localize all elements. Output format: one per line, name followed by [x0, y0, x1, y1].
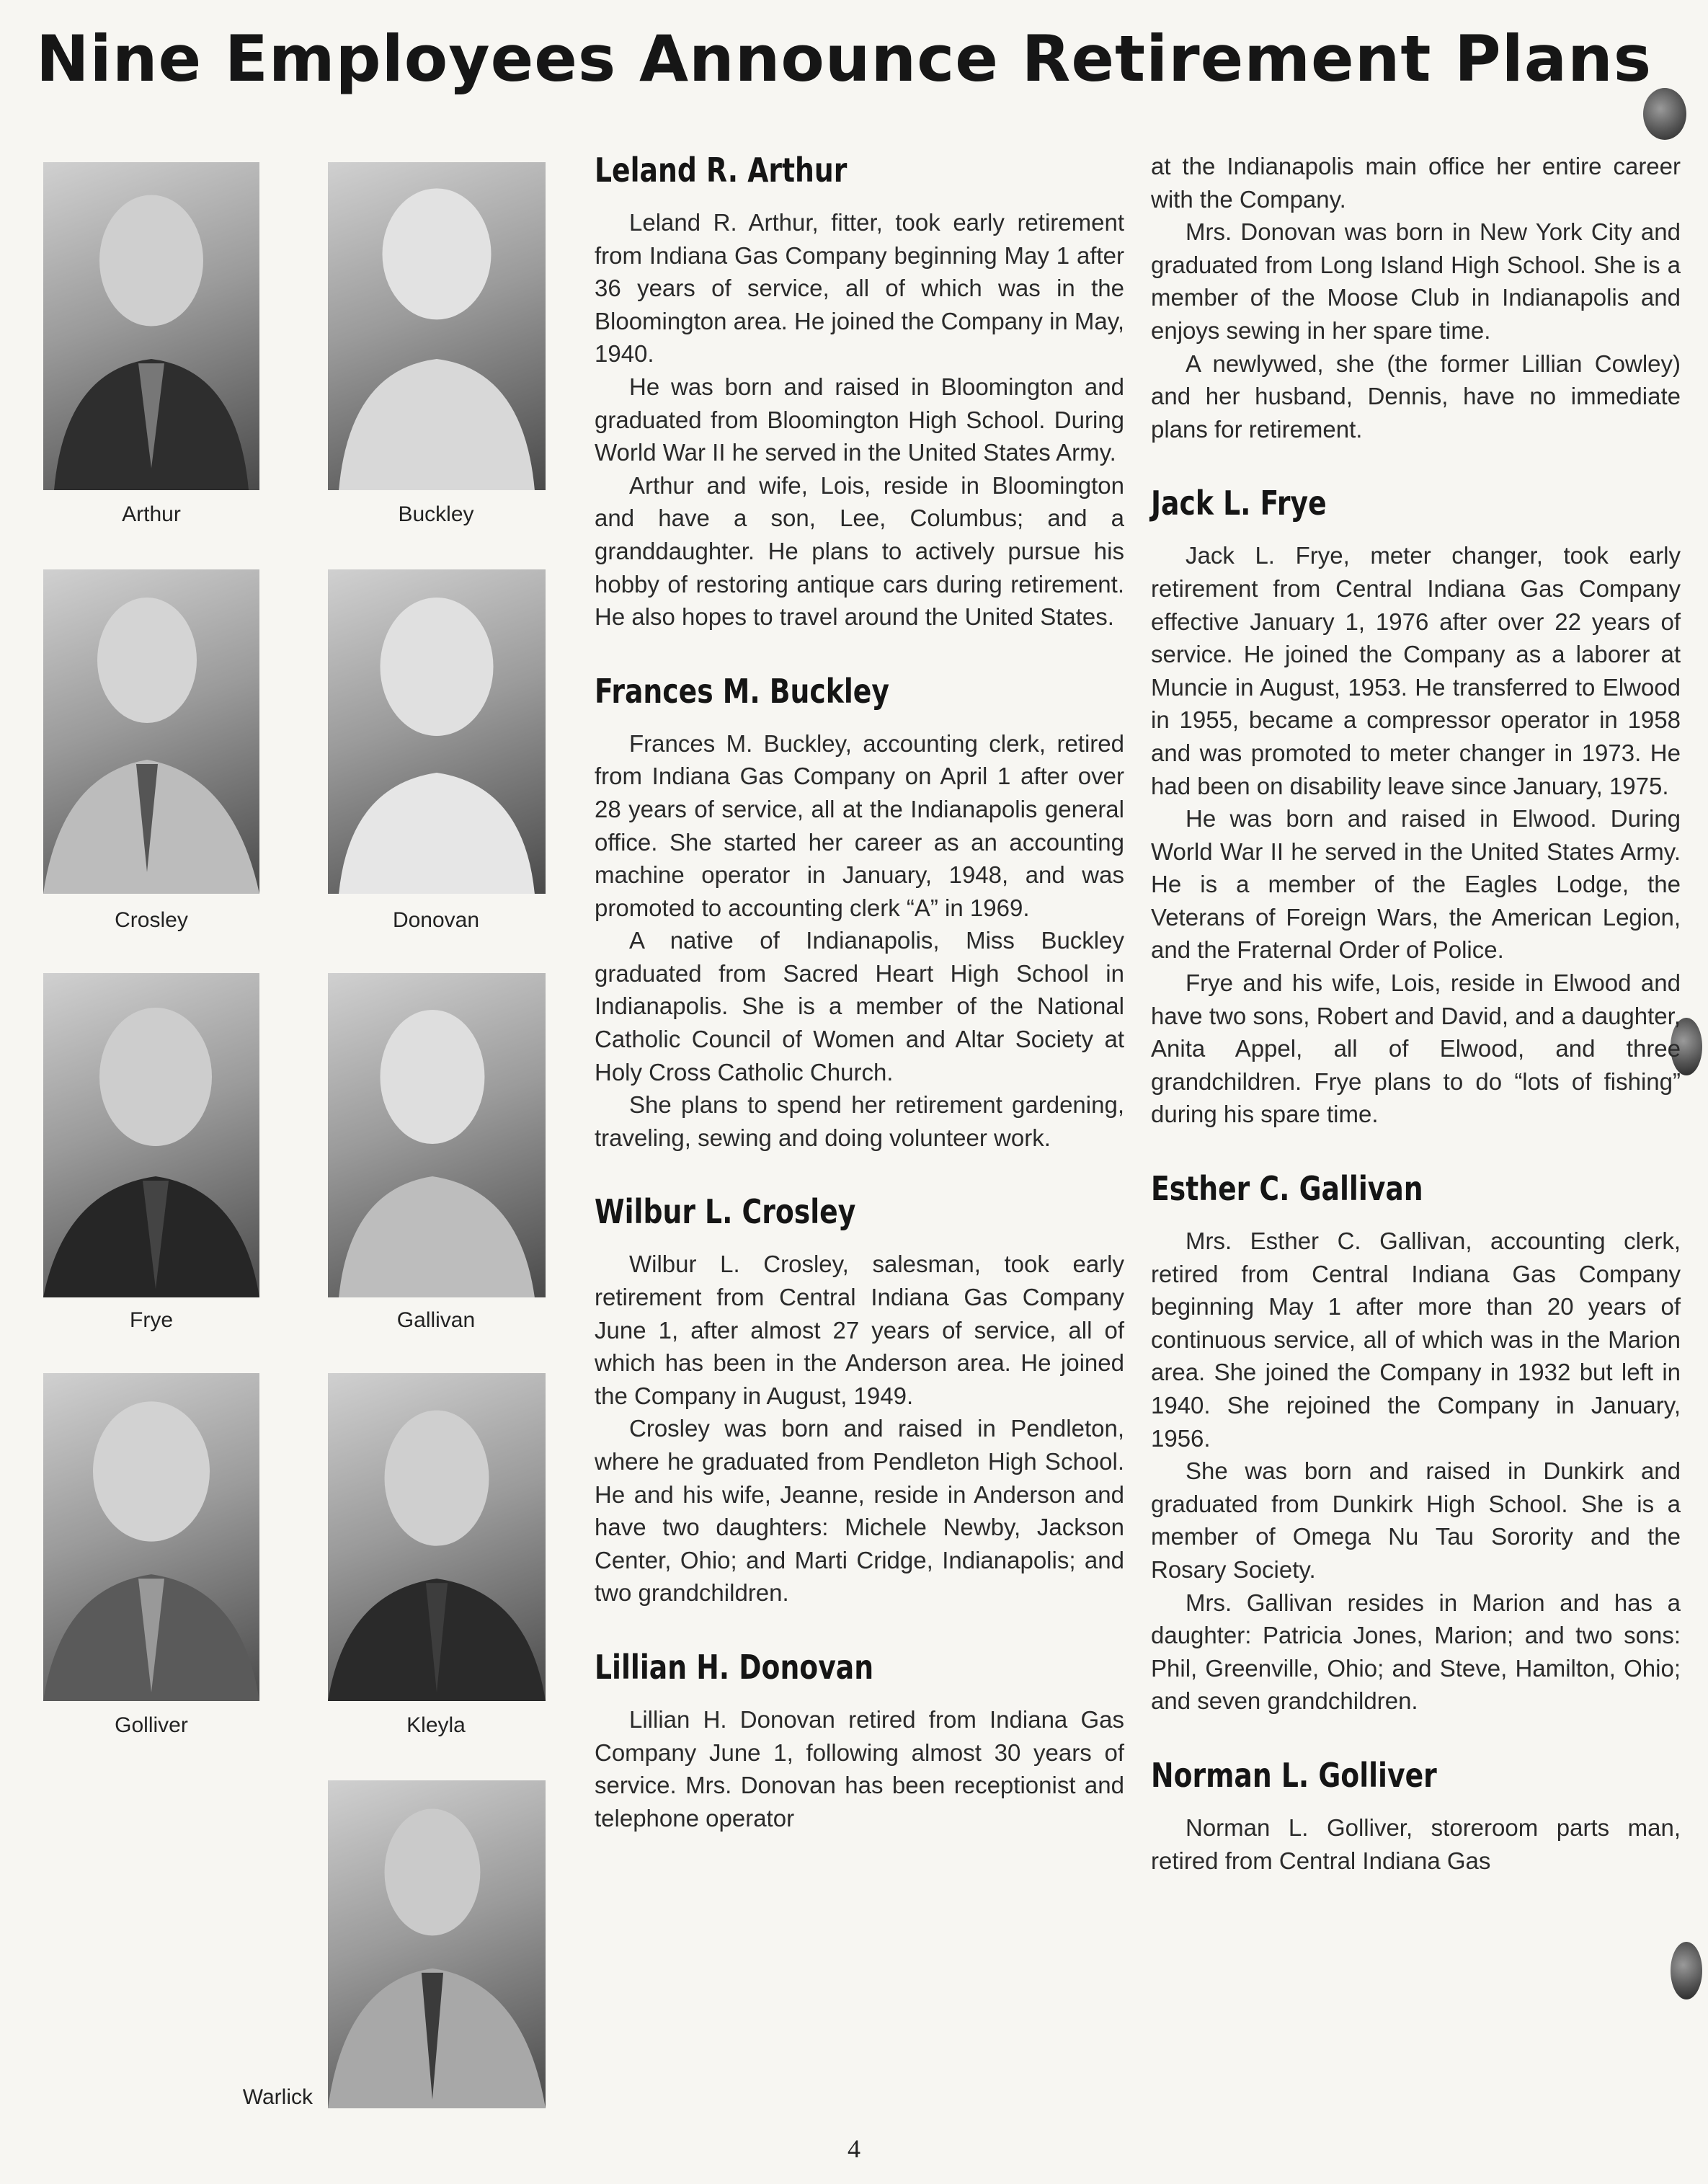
article-paragraph: Jack L. Frye, meter changer, took early retirement from Central Indiana Gas Company effective January 1, 1976 after over 22 years of service. He joined the Company as a laborer at Muncie in August, 1953. He transferred to Elwood in 1955, became a compressor operator in 1958 and was promoted to meter changer in 1973. He had been on disability leave since January, 1975.: [1151, 542, 1681, 799]
article-paragraph: Mrs. Gallivan resides in Marion and has a daughter: Patricia Jones, Marion; and two sons: Phil, Greenville, Ohio; and Steve, Hamilton, Ohio; and seven grandchildren.: [1151, 1589, 1681, 1715]
article-column-right: [1151, 150, 1681, 1877]
caption-warlick: Warlick: [242, 2085, 313, 2109]
article-heading-arthur: Leland R. Arthur: [595, 151, 848, 190]
caption-kleyla: Kleyla: [406, 1713, 466, 1737]
section-gap: [1151, 1131, 1681, 1168]
caption-crosley: Crosley: [115, 908, 188, 932]
article-paragraph: A newlywed, she (the former Lillian Cowley) and her husband, Dennis, have no immediate plans for retirement.: [1151, 350, 1681, 443]
caption-frye: Frye: [130, 1308, 173, 1332]
caption-gallivan: Gallivan: [396, 1308, 476, 1332]
portrait-golliver: [43, 1373, 259, 1701]
article-paragraph: Crosley was born and raised in Pendleton, where he graduated from Pendleton High School. He and his wife, Jeanne, reside in Anderson and have two daughters: Michele Newby, Jackson Center, Ohio; and Marti Cridge, Indianapolis; and two grandchildren.: [595, 1415, 1124, 1607]
article-paragraph: She plans to spend her retirement gardening, traveling, sewing and doing volunteer work.: [595, 1091, 1124, 1151]
section-gap: [595, 1154, 1124, 1191]
section-gap: [595, 634, 1124, 671]
portrait-arthur: [43, 162, 259, 490]
page-title: Nine Employees Announce Retirement Plans: [36, 22, 1653, 96]
binder-hole-bottom: [1671, 1942, 1702, 1999]
article-paragraph: Arthur and wife, Lois, reside in Bloomington and have a son, Lee, Columbus; and a granddaughter. He plans to actively pursue his hobby of restoring antique cars during retirement. He also hopes to travel around the United States.: [595, 471, 1124, 631]
portrait-crosley: [43, 569, 259, 894]
article-paragraph: Norman L. Golliver, storeroom parts man, retired from Central Indiana Gas: [1151, 1814, 1681, 1874]
section-gap: [1151, 445, 1681, 483]
caption-golliver: Golliver: [115, 1713, 188, 1737]
caption-donovan: Donovan: [392, 908, 480, 932]
page-number: 4: [848, 2134, 860, 2163]
article-heading-frye: Jack L. Frye: [1151, 484, 1327, 523]
portrait-kleyla: [328, 1373, 546, 1701]
article-paragraph: A native of Indianapolis, Miss Buckley graduated from Sacred Heart High School in Indianapolis. She is a member of the National Catholic Council of Women and Altar Society at Holy Cross Catholic Church.: [595, 927, 1124, 1086]
article-heading-buckley: Frances M. Buckley: [595, 671, 889, 711]
article-paragraph: Mrs. Esther C. Gallivan, accounting clerk, retired from Central Indiana Gas Company beginning May 1 after more than 20 years of continuous service, all of which was in the Marion area. She joined the Company in 1932 but left in 1940. She rejoined the Company in January, 1956.: [1151, 1228, 1681, 1452]
binder-hole-top: [1643, 88, 1686, 140]
portrait-buckley: [328, 162, 546, 490]
article-paragraph: Frances M. Buckley, accounting clerk, retired from Indiana Gas Company on April 1 after over 28 years of service, all at the Indianapolis general office. She started her career as an accounting machine operator in January, 1948, and was promoted to accounting clerk “A” in 1969.: [595, 729, 1124, 921]
portrait-gallivan: [328, 973, 546, 1297]
portrait-frye: [43, 973, 259, 1297]
article-paragraph: He was born and raised in Elwood. During World War II he served in the United States Army. He is a member of the Eagles Lodge, the Veterans of Foreign Wars, the American Legion, and the Fraternal Order of Police.: [1151, 805, 1681, 964]
article-paragraph: Wilbur L. Crosley, salesman, took early retirement from Central Indiana Gas Company June 1, after almost 27 years of service, all of which has been in the Anderson area. He joined the Company in August, 1949.: [595, 1251, 1124, 1409]
article-heading-crosley: Wilbur L. Crosley: [595, 1192, 856, 1232]
article-paragraph: He was born and raised in Bloomington and graduated from Bloomington High School. During World War II he served in the United States Army.: [595, 373, 1124, 466]
article-paragraph: She was born and raised in Dunkirk and graduated from Dunkirk High School. She is a member of Omega Nu Tau Sorority and the Rosary Society.: [1151, 1457, 1681, 1583]
article-paragraph: Frye and his wife, Lois, reside in Elwood and have two sons, Robert and David, and a daughter, Anita Appel, all of Elwood, and three grandchildren. Frye plans to do “lots of fishing” during his spare time.: [1151, 969, 1681, 1128]
section-gap: [1151, 1718, 1681, 1755]
caption-arthur: Arthur: [122, 502, 181, 526]
article-paragraph: Mrs. Donovan was born in New York City and graduated from Long Island High School. She is a member of the Moose Club in Indianapolis and enjoys sewing in her spare time.: [1151, 218, 1681, 344]
caption-buckley: Buckley: [398, 502, 474, 526]
article-paragraph: Lillian H. Donovan retired from Indiana Gas Company June 1, following almost 30 years of service. Mrs. Donovan has been receptionist and telephone operator: [595, 1705, 1124, 1832]
article-column-middle: [595, 150, 1124, 1834]
article-heading-gallivan: Esther C. Gallivan: [1151, 1169, 1423, 1209]
portrait-warlick: [328, 1780, 546, 2108]
article-heading-donovan: Lillian H. Donovan: [595, 1647, 874, 1687]
section-gap: [595, 1610, 1124, 1647]
article-heading-golliver: Norman L. Golliver: [1151, 1755, 1437, 1795]
portrait-donovan: [328, 569, 546, 894]
article-paragraph: Leland R. Arthur, fitter, took early retirement from Indiana Gas Company beginning May 1 after 36 years of service, all of which was in the Bloomington area. He joined the Company in May, 1940.: [595, 209, 1124, 368]
article-paragraph-continued: at the Indianapolis main office her entire career with the Company.: [1151, 153, 1681, 213]
